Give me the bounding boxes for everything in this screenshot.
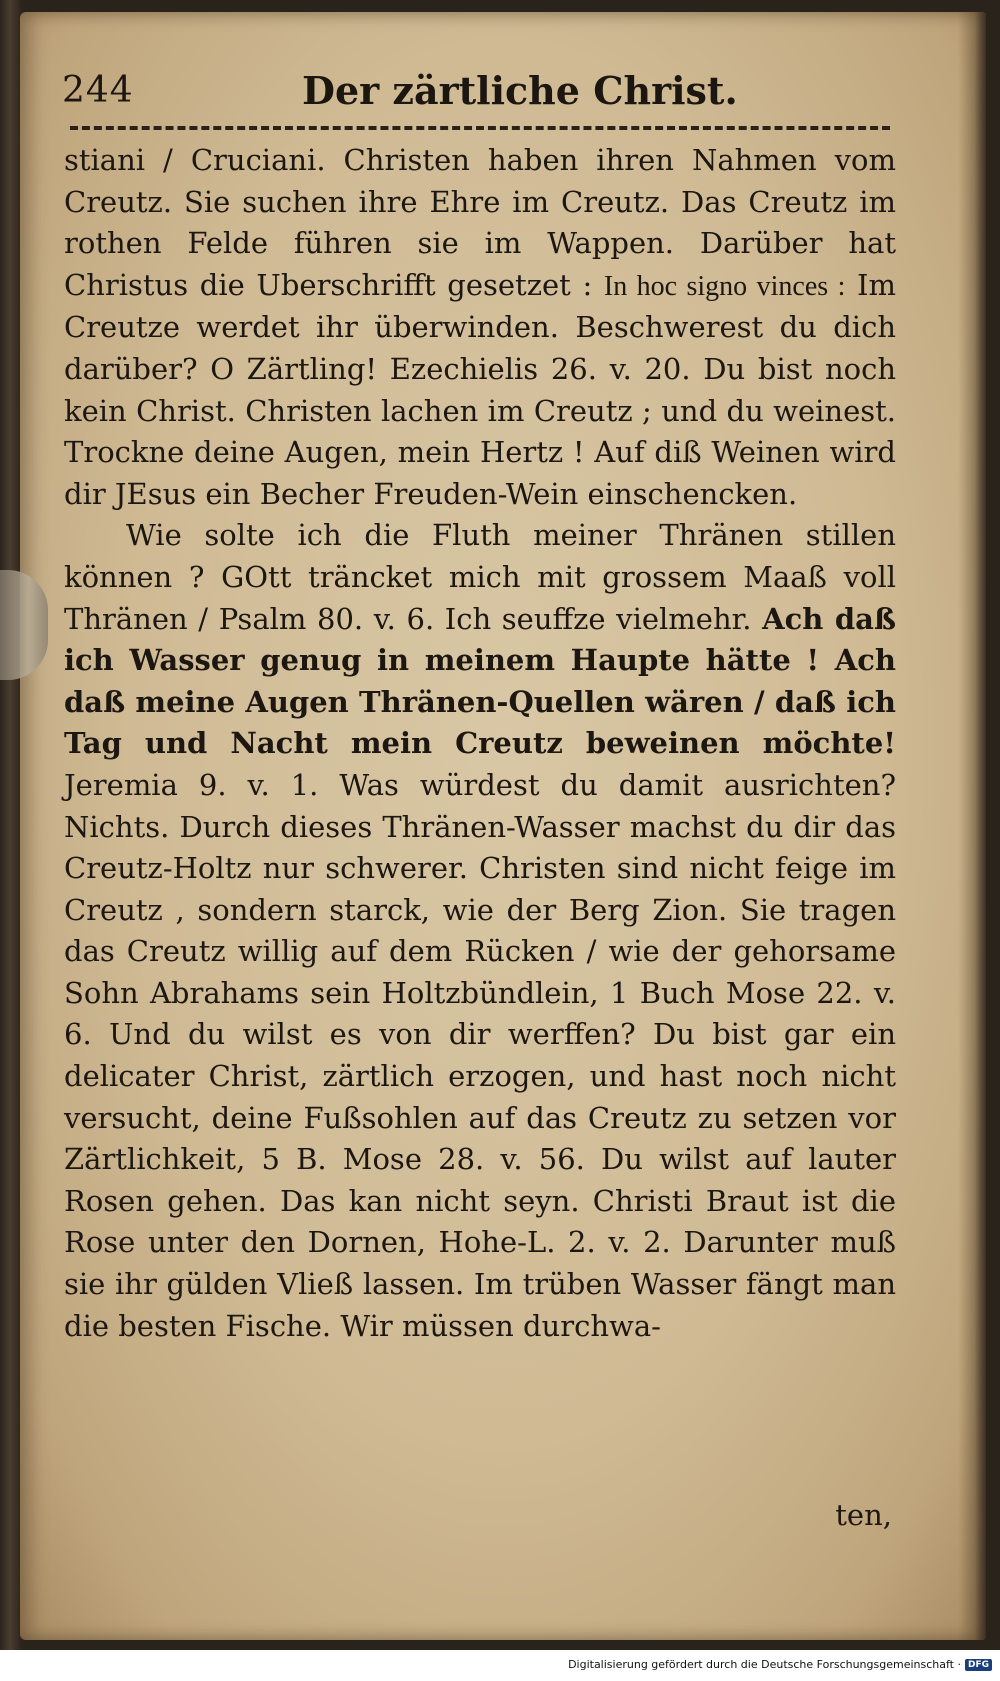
catchword: ten,	[835, 1498, 892, 1532]
scripture-quote: Ach daß ich Wasser genug in meinem Haupte hätte ! Ach daß meine Augen Thränen-Quellen wären / daß ich Tag und Nacht mein Creutz beweinen möchte!	[64, 601, 896, 761]
body-text	[64, 140, 896, 1347]
paragraph-text: Wie solte ich die Fluth meiner Thränen stillen können ? GOtt träncket mich mit grossem Maaß voll Thränen / Psalm 80. v. 6. Ich seuffze vielmehr.	[64, 518, 896, 636]
paragraph-text: stiani / Cruciani. Christen haben ihren Nahmen vom Creutz. Sie suchen ihre Ehre im Creutz. Das Creutz im rothen Felde führen sie im Wappen. Darüber hat Christus die Uberschrifft gesetzet :	[64, 143, 896, 302]
page-header	[62, 62, 892, 122]
footer-bar	[0, 1650, 1000, 1681]
footer-credit-text: Digitalisierung gefördert durch die Deutsche Forschungsgemeinschaft ·	[568, 1658, 961, 1671]
latin-quote: In hoc signo vinces :	[603, 270, 846, 302]
running-title: Der zärtliche Christ.	[302, 68, 738, 113]
header-rule	[70, 126, 890, 130]
paragraph	[64, 515, 896, 1347]
page-number: 244	[62, 70, 134, 111]
dfg-logo: DFG	[965, 1659, 992, 1671]
paragraph-text: Im Creutze werdet ihr überwinden. Beschwerest du dich darüber? O Zärtling! Ezechielis 26. v. 20. Du bist noch kein Christ. Christen lachen im Creutz ; und du weinest. Trockne deine Augen, mein Hertz ! Auf diß Weinen wird dir JEsus ein Becher Freuden-Wein einschencken.	[64, 267, 896, 511]
paragraph-text: Jeremia 9. v. 1. Was würdest du damit ausrichten? Nichts. Durch dieses Thränen-Wasser machst du dir das Creutz-Holtz nur schwerer. Christen sind nicht feige im Creutz , sondern starck, wie der Berg Zion. Sie tragen das Creutz willig auf dem Rücken / wie der gehorsame Sohn Abrahams sein Holtzbündlein, 1 Buch Mose 22. v. 6. Und du wilst es von dir werffen? Du bist gar ein delicater Christ, zärtlich erzogen, und hast noch nicht versucht, deine Fußsohlen auf das Creutz zu setzen vor Zärtlichkeit, 5 B. Mose 28. v. 56. Du wilst auf lauter Rosen gehen. Das kan nicht seyn. Christi Braut ist die Rose unter den Dornen, Hohe-L. 2. v. 2. Darunter muß sie ihr gülden Vließ lassen. Im trüben Wasser fängt man die besten Fische. Wir müssen durchwa-	[64, 767, 896, 1343]
footer-credit	[568, 1658, 992, 1671]
page-gutter-shadow	[958, 12, 986, 1640]
paragraph	[64, 140, 896, 515]
